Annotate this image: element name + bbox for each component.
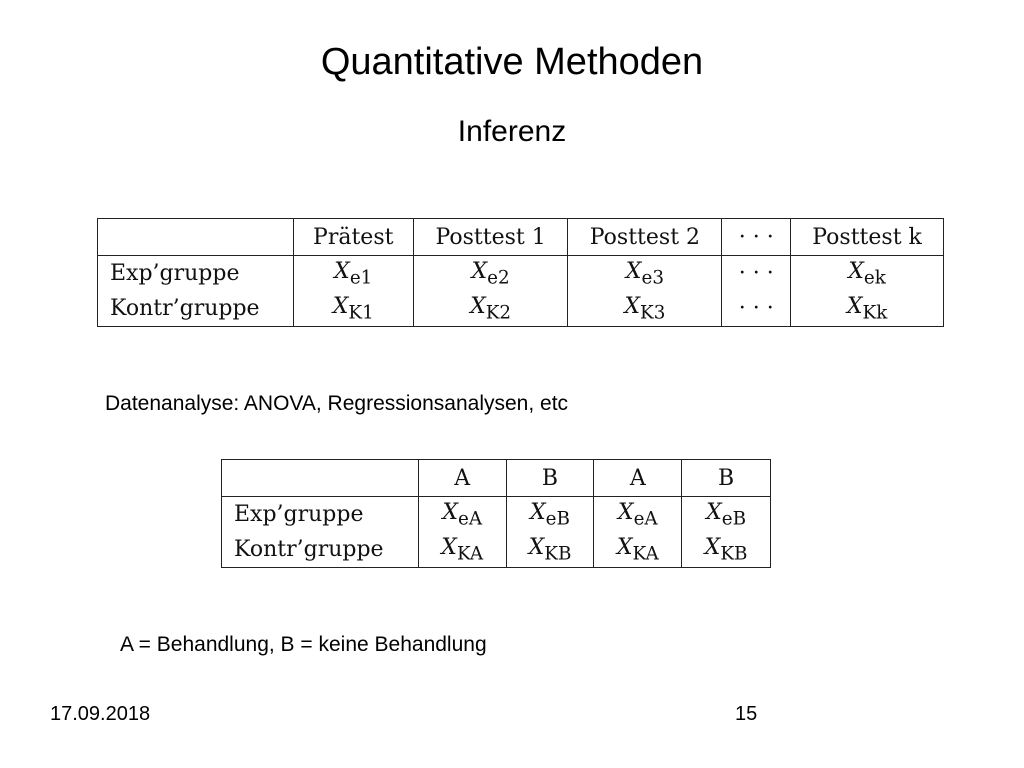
table-cell bbox=[413, 256, 568, 292]
cell-subscript: KB bbox=[544, 543, 572, 565]
pretest-posttest-table bbox=[97, 218, 944, 327]
cell-subscript: eA bbox=[458, 508, 483, 530]
cell-variable: X bbox=[617, 499, 634, 525]
page-number: 15 bbox=[735, 703, 758, 725]
cell-subscript: e2 bbox=[487, 267, 510, 289]
cell-variable: X bbox=[528, 534, 545, 560]
header-cell: A bbox=[594, 460, 682, 497]
cell-subscript: e3 bbox=[641, 267, 664, 289]
header-cell: B bbox=[506, 460, 594, 497]
cell-variable: X bbox=[625, 258, 642, 284]
table-cell bbox=[418, 497, 506, 533]
cell-subscript: KA bbox=[632, 543, 659, 565]
table-row bbox=[222, 497, 771, 533]
table-cell bbox=[506, 532, 594, 568]
table-row bbox=[98, 291, 944, 327]
table-header-row bbox=[222, 460, 771, 497]
table-cell bbox=[722, 291, 791, 327]
cell-ellipsis: · · · bbox=[738, 261, 774, 286]
row-label: Kontr’gruppe bbox=[222, 532, 419, 568]
slide-subtitle: Inferenz bbox=[457, 115, 567, 148]
row-label: Kontr’gruppe bbox=[98, 291, 294, 327]
header-cell: Prätest bbox=[293, 219, 413, 256]
table-row bbox=[222, 532, 771, 568]
header-cell: · · · bbox=[722, 219, 791, 256]
table-row bbox=[98, 256, 944, 292]
cell-subscript: KA bbox=[456, 543, 484, 565]
cell-variable: X bbox=[624, 293, 641, 319]
cell-subscript: K2 bbox=[485, 302, 512, 324]
cell-subscript: KB bbox=[720, 543, 748, 565]
cell-subscript: eB bbox=[721, 508, 747, 530]
table-cell bbox=[791, 291, 944, 327]
table-header-row bbox=[98, 219, 944, 256]
cell-variable: X bbox=[706, 499, 722, 525]
cell-subscript: eB bbox=[545, 508, 570, 530]
header-cell: Posttest 2 bbox=[568, 219, 722, 256]
legend-note: A = Behandlung, B = keine Behandlung bbox=[120, 633, 487, 656]
cell-subscript: K1 bbox=[348, 302, 374, 324]
cell-variable: X bbox=[471, 258, 488, 284]
table-cell bbox=[594, 532, 682, 568]
header-cell: Posttest k bbox=[791, 219, 944, 256]
table-cell bbox=[568, 256, 722, 292]
cell-variable: X bbox=[530, 499, 546, 525]
table-cell bbox=[594, 497, 682, 533]
ab-design-table bbox=[221, 459, 771, 568]
cell-variable: X bbox=[846, 293, 863, 319]
table-cell bbox=[293, 291, 413, 327]
header-cell bbox=[98, 219, 294, 256]
header-cell: Posttest 1 bbox=[413, 219, 568, 256]
table-cell bbox=[722, 256, 791, 292]
table-cell bbox=[506, 497, 594, 533]
cell-variable: X bbox=[442, 499, 458, 525]
cell-variable: X bbox=[470, 293, 486, 319]
table-cell bbox=[413, 291, 568, 327]
cell-variable: X bbox=[704, 534, 721, 560]
footer-date: 17.09.2018 bbox=[50, 703, 151, 725]
slide-title: Quantitative Methoden bbox=[320, 41, 704, 83]
cell-subscript: K3 bbox=[640, 302, 666, 324]
table-cell bbox=[682, 497, 771, 533]
cell-variable: X bbox=[848, 258, 864, 284]
table-cell bbox=[418, 532, 506, 568]
cell-variable: X bbox=[332, 293, 349, 319]
cell-subscript: e1 bbox=[349, 267, 373, 289]
table-cell bbox=[293, 256, 413, 292]
cell-subscript: Kk bbox=[862, 302, 888, 324]
cell-subscript: eA bbox=[633, 508, 658, 530]
cell-variable: X bbox=[441, 534, 457, 560]
row-label: Exp’gruppe bbox=[222, 497, 419, 533]
cell-variable: X bbox=[616, 534, 633, 560]
table-cell bbox=[791, 256, 944, 292]
table-cell bbox=[682, 532, 771, 568]
cell-subscript: ek bbox=[863, 267, 886, 289]
analysis-note: Datenanalyse: ANOVA, Regressionsanalysen, etc bbox=[105, 392, 569, 415]
cell-variable: X bbox=[334, 258, 350, 284]
row-label: Exp’gruppe bbox=[98, 256, 294, 292]
table-cell bbox=[568, 291, 722, 327]
cell-ellipsis: · · · bbox=[738, 296, 774, 321]
header-cell: A bbox=[418, 460, 506, 497]
header-cell: B bbox=[682, 460, 771, 497]
header-cell bbox=[222, 460, 419, 497]
